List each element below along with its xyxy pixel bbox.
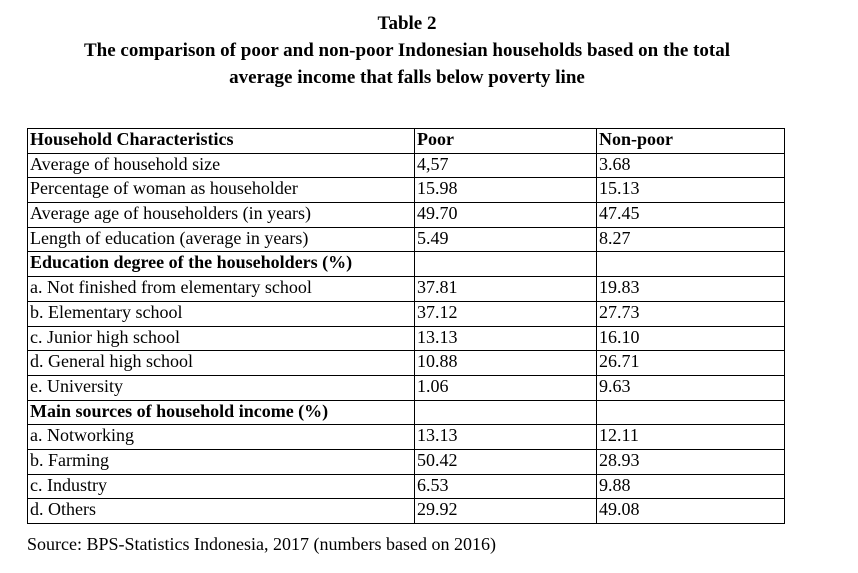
table-row <box>28 203 785 228</box>
non-poor-value-cell: 26.71 <box>597 351 785 376</box>
poor-value-cell: 1.06 <box>415 375 597 400</box>
poor-value-cell: 6.53 <box>415 474 597 499</box>
poor-value-cell: 37.81 <box>415 277 597 302</box>
source-note: Source: BPS-Statistics Indonesia, 2017 (numbers based on 2016) <box>27 534 496 554</box>
characteristic-cell: b. Farming <box>28 449 415 474</box>
non-poor-value-cell: 8.27 <box>597 227 785 252</box>
header-poor: Poor <box>415 129 597 154</box>
poor-value-cell: 5.49 <box>415 227 597 252</box>
section-label-cell: Main sources of household income (%) <box>28 400 415 425</box>
table-row <box>28 153 785 178</box>
characteristic-cell: a. Notworking <box>28 425 415 450</box>
poor-value-cell: 29.92 <box>415 499 597 524</box>
table-row <box>28 227 785 252</box>
poor-value-cell: 49.70 <box>415 203 597 228</box>
table-title-line-1: The comparison of poor and non-poor Indonesian households based on the total <box>84 40 730 61</box>
non-poor-value-cell: 49.08 <box>597 499 785 524</box>
characteristic-cell: Average age of householders (in years) <box>28 203 415 228</box>
characteristic-cell: d. Others <box>28 499 415 524</box>
table-row <box>28 326 785 351</box>
non-poor-value-cell: 9.63 <box>597 375 785 400</box>
characteristic-cell: c. Industry <box>28 474 415 499</box>
characteristic-cell: Percentage of woman as householder <box>28 178 415 203</box>
poor-value-cell: 10.88 <box>415 351 597 376</box>
poor-value-cell: 50.42 <box>415 449 597 474</box>
header-household-characteristics: Household Characteristics <box>28 129 415 154</box>
comparison-table <box>27 128 785 524</box>
non-poor-value-cell: 19.83 <box>597 277 785 302</box>
characteristic-cell: d. General high school <box>28 351 415 376</box>
characteristic-cell: Length of education (average in years) <box>28 227 415 252</box>
non-poor-value-cell: 9.88 <box>597 474 785 499</box>
table-row <box>28 425 785 450</box>
section-header-row <box>28 252 785 277</box>
table-row <box>28 351 785 376</box>
non-poor-value-cell: 15.13 <box>597 178 785 203</box>
poor-value-cell <box>415 252 597 277</box>
characteristic-cell: c. Junior high school <box>28 326 415 351</box>
non-poor-value-cell: 47.45 <box>597 203 785 228</box>
table-row <box>28 178 785 203</box>
non-poor-value-cell: 12.11 <box>597 425 785 450</box>
poor-value-cell <box>415 400 597 425</box>
non-poor-value-cell: 27.73 <box>597 301 785 326</box>
poor-value-cell: 13.13 <box>415 326 597 351</box>
section-label-cell: Education degree of the householders (%) <box>28 252 415 277</box>
non-poor-value-cell <box>597 400 785 425</box>
table-row <box>28 375 785 400</box>
non-poor-value-cell: 16.10 <box>597 326 785 351</box>
poor-value-cell: 4,57 <box>415 153 597 178</box>
table-label: Table 2 <box>377 13 437 34</box>
table-row <box>28 301 785 326</box>
table-row <box>28 499 785 524</box>
non-poor-value-cell: 3.68 <box>597 153 785 178</box>
section-header-row <box>28 400 785 425</box>
table-row <box>28 474 785 499</box>
characteristic-cell: a. Not finished from elementary school <box>28 277 415 302</box>
table-title-line-2: average income that falls below poverty line <box>229 67 585 88</box>
table-row <box>28 449 785 474</box>
characteristic-cell: b. Elementary school <box>28 301 415 326</box>
table-title <box>40 37 774 91</box>
characteristic-cell: Average of household size <box>28 153 415 178</box>
poor-value-cell: 15.98 <box>415 178 597 203</box>
non-poor-value-cell <box>597 252 785 277</box>
non-poor-value-cell: 28.93 <box>597 449 785 474</box>
table-row <box>28 277 785 302</box>
table-header-row <box>28 129 785 154</box>
poor-value-cell: 37.12 <box>415 301 597 326</box>
poor-value-cell: 13.13 <box>415 425 597 450</box>
characteristic-cell: e. University <box>28 375 415 400</box>
header-non-poor: Non-poor <box>597 129 785 154</box>
